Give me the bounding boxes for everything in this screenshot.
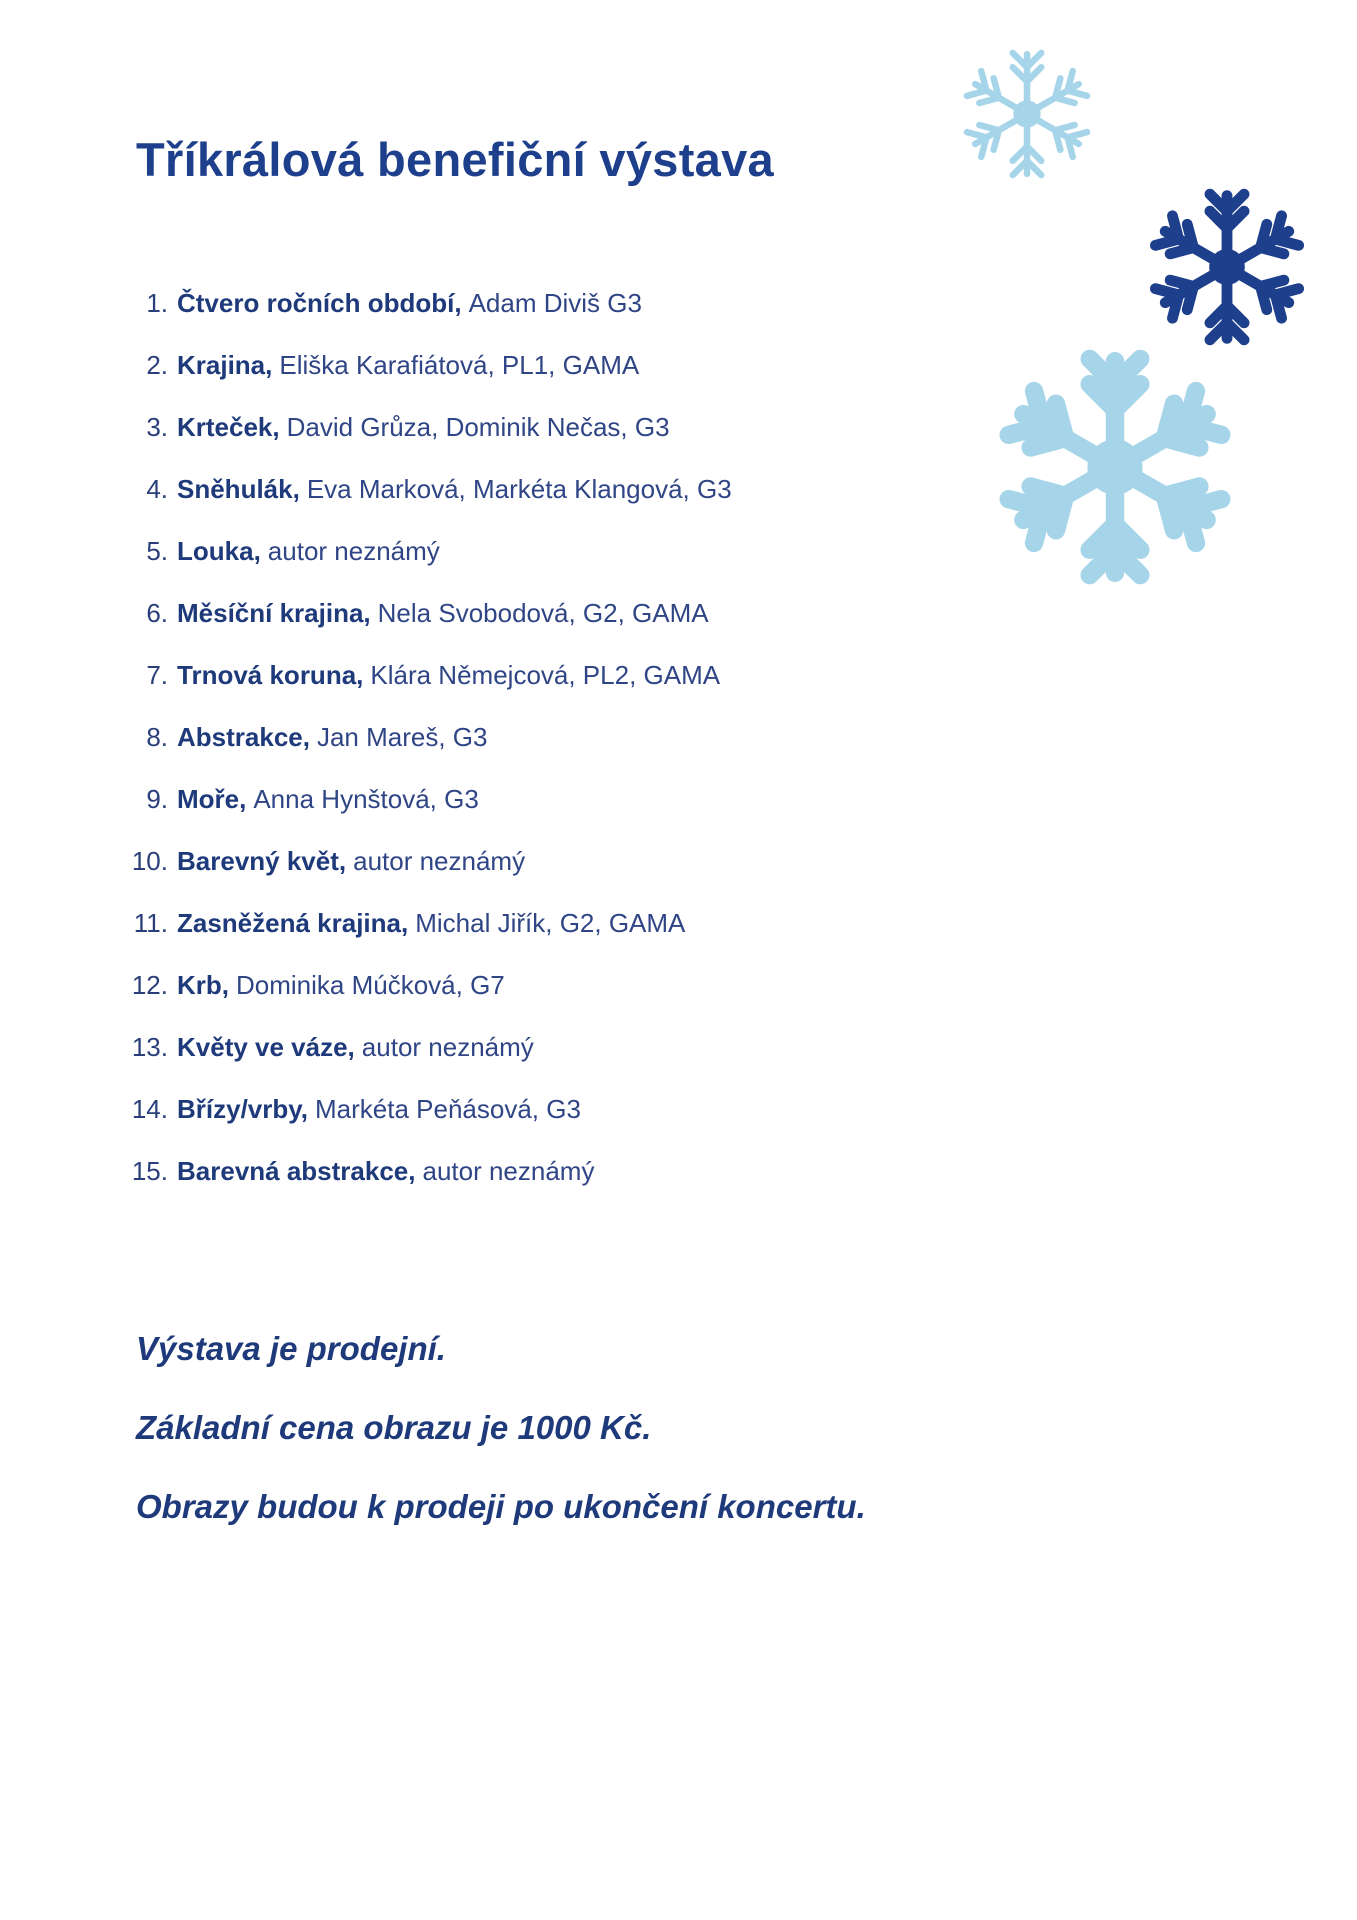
item-number: 9. (146, 783, 168, 814)
note-sale: Výstava je prodejní. (136, 1330, 446, 1367)
item-number: 4. (146, 473, 168, 504)
item-number: 7. (146, 659, 168, 690)
item-number: 11. (133, 907, 168, 938)
item-number: 2. (146, 349, 168, 380)
item-author: Anna Hynštová, G3 (253, 783, 479, 814)
item-author: autor neznámý (361, 1031, 534, 1062)
list-item (0, 1140, 732, 1202)
snowflake-large-light-icon (995, 347, 1235, 587)
item-title: Měsíční krajina, (177, 597, 371, 628)
list-item (0, 768, 732, 830)
item-author: Eva Marková, Markéta Klangová, G3 (306, 473, 732, 504)
item-title: Krteček, (177, 411, 280, 442)
item-author: Jan Mareš, G3 (316, 721, 488, 752)
item-title: Louka, (177, 535, 261, 566)
item-number: 10. (131, 845, 168, 876)
artwork-list (0, 272, 732, 1202)
list-item (0, 582, 732, 644)
snowflake-small-light-icon (957, 44, 1097, 184)
item-title: Břízy/vrby, (177, 1093, 309, 1124)
item-author: Michal Jiřík, G2, GAMA (415, 907, 686, 938)
item-number: 12. (131, 969, 168, 1000)
item-title: Abstrakce, (177, 721, 310, 752)
item-number: 13. (131, 1031, 168, 1062)
item-title: Květy ve váze, (177, 1031, 355, 1062)
item-author: autor neznámý (422, 1155, 595, 1186)
snowflake-dark-icon (1142, 182, 1312, 352)
item-author: Adam Diviš G3 (468, 287, 642, 318)
item-title: Krb, (177, 969, 229, 1000)
item-title: Krajina, (177, 349, 273, 380)
item-author: Klára Němejcová, PL2, GAMA (370, 659, 721, 690)
note-after-concert: Obrazy budou k prodeji po ukončení koncertu. (136, 1488, 866, 1525)
item-author: Eliška Karafiátová, PL1, GAMA (279, 349, 640, 380)
item-author: Dominika Múčková, G7 (236, 969, 505, 1000)
list-item (0, 520, 732, 582)
item-title: Trnová koruna, (177, 659, 364, 690)
list-item (0, 830, 732, 892)
item-title: Barevný květ, (177, 845, 347, 876)
item-number: 3. (146, 411, 168, 442)
list-item (0, 458, 732, 520)
item-author: David Grůza, Dominik Nečas, G3 (286, 411, 670, 442)
item-number: 15. (131, 1155, 168, 1186)
item-number: 14. (131, 1093, 168, 1124)
item-title: Sněhulák, (177, 473, 300, 504)
list-item (0, 1078, 732, 1140)
item-number: 8. (146, 721, 168, 752)
item-number: 5. (146, 535, 168, 566)
item-number: 6. (146, 597, 168, 628)
item-title: Zasněžená krajina, (177, 907, 409, 938)
item-title: Barevná abstrakce, (177, 1155, 416, 1186)
list-item (0, 892, 732, 954)
list-item (0, 334, 732, 396)
list-item (0, 272, 732, 334)
item-author: Markéta Peňásová, G3 (315, 1093, 581, 1124)
list-item (0, 644, 732, 706)
list-item (0, 396, 732, 458)
list-item (0, 1016, 732, 1078)
item-title: Moře, (177, 783, 247, 814)
item-title: Čtvero ročních období, (177, 287, 462, 318)
list-item (0, 954, 732, 1016)
list-item (0, 706, 732, 768)
item-author: Nela Svobodová, G2, GAMA (377, 597, 709, 628)
item-author: autor neznámý (267, 535, 440, 566)
page-title: Tříkrálová benefiční výstava (136, 133, 774, 186)
item-number: 1. (146, 287, 168, 318)
note-price: Základní cena obrazu je 1000 Kč. (136, 1409, 652, 1446)
item-author: autor neznámý (353, 845, 526, 876)
